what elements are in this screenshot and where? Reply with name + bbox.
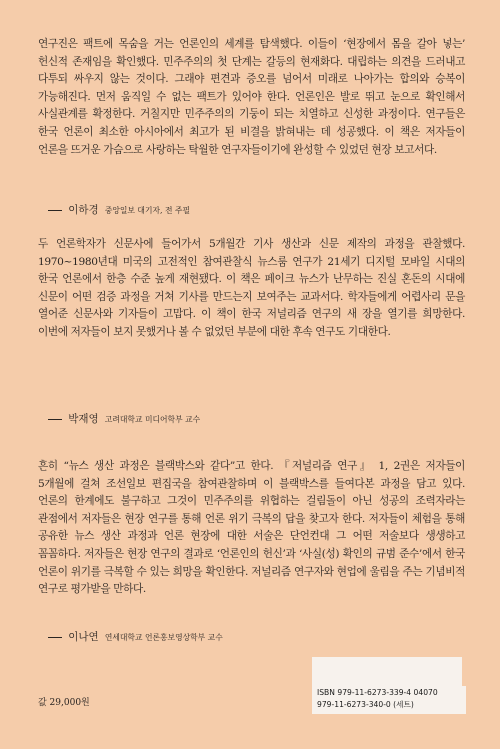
signature-name: 박재영 <box>68 413 99 425</box>
blurb-paragraph-2: 두 언론학자가 신문사에 들어가서 5개월간 기사 생산과 신문 제작의 과정을 관찰했다. 1970~1980년대 미국의 고전적인 참여관찰식 뉴스룸 연구가 21세기 디지털 모바일 시대의 한국 언론에서 한층 수준 높게 재현됐다. 이 책은 페이크 뉴스가 난무하는 진실 혼돈의 시대에 신문이 어떤 검증 과정을 거쳐 기사를 만드는지 보여주는 교과서다. 학자들에게 어렵사리 문을 열어준 신문사와 기자들이 고맙다. 이 책이 한국 저널리즘 연구의 새 장을 열기를 희망한다. 이번에 저자들이 보지 못했거나 볼 수 없었던 부분에 대한 후속 연구도 기대한다. <box>38 238 465 338</box>
signature-role: 연세대학교 언론홍보영상학부 교수 <box>104 633 223 642</box>
price-label: 값 29,000원 <box>38 698 90 708</box>
signature-name: 이하경 <box>68 204 99 216</box>
blurb-signature-1 <box>48 203 190 218</box>
signature-role: 고려대학교 미디어학부 교수 <box>104 415 201 424</box>
dash-mark <box>48 419 62 420</box>
dash-mark <box>48 210 62 211</box>
signature-name: 이나연 <box>68 631 99 643</box>
isbn-block <box>312 686 466 714</box>
blurb-paragraph-3: 흔히 “뉴스 생산 과정은 블랙박스와 같다”고 한다. 『저널리즘 연구』 1, 2권은 저자들이 5개월에 걸쳐 조선일보 편집국을 참여관찰하며 이 블랙박스를 들여다본 과정을 담고 있다. 언론의 한계에도 불구하고 그것이 민주주의를 위협하는 걸림돌이 아닌 성공의 조력자라는 관점에서 저자들은 현장 연구를 통해 언론 위기 극복의 답을 찾고자 한다. 저자들이 체험을 통해 공유한 뉴스 생산 과정과 언론 현장에 대한 서술은 단언컨대 그 어떤 저술보다 생생하고 꼼꼼하다. 저자들은 현장 연구의 결과로 ‘언론인의 헌신’과 ‘사실(성) 확인의 규범 준수’에서 한국 언론이 위기를 극복할 수 있는 희망을 확인한다. 저널리즘 연구자와 현업에 울림을 주는 기념비적 연구로 평가받을 만하다. <box>38 460 465 596</box>
blurb-paragraph-1: 연구진은 팩트에 목숨을 거는 언론인의 세계를 탐색했다. 이들이 ‘현장에서 몸을 갈아 넣는’ 헌신적 존재임을 확인했다. 민주주의의 첫 단계는 갈등의 현재화다. 대립하는 의견을 드러내고 다투되 싸우지 않는 것이다. 그래야 편견과 증오를 넘어서 미래로 나아가는 합의와 승복이 가능해진다. 먼저 움직일 수 없는 팩트가 있어야 한다. 언론인은 발로 뛰고 눈으로 확인해서 사실관계를 확정한다. 거칠지만 민주주의의 기둥이 되는 치열하고 신성한 과정이다. 연구들은 한국 언론이 최소한 아시아에서 최고가 된 비결을 밝혀내는 데 성공했다. 이 책은 저자들이 언론을 뜨거운 가슴으로 사랑하는 탁월한 연구자들이기에 완성할 수 있었던 현장 보고서다. <box>38 38 465 156</box>
dash-mark <box>48 637 62 638</box>
blurb-signature-3 <box>48 630 223 645</box>
blurb-signature-2 <box>48 412 200 427</box>
signature-role: 중앙일보 대기자, 전 주필 <box>104 206 191 215</box>
isbn-line-1: ISBN 979-11-6273-339-4 04070 <box>317 688 438 697</box>
isbn-line-2: 979-11-6273-340-0 (세트) <box>317 700 414 709</box>
